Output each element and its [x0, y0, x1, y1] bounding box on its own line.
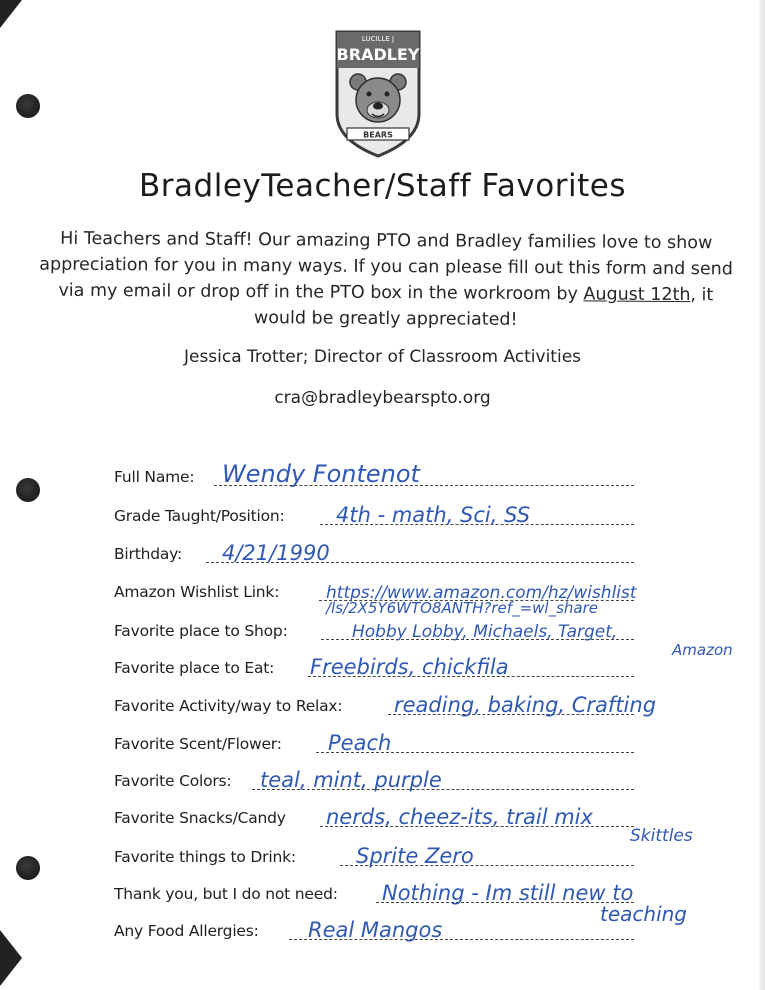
- do-not-need-continued: teaching: [600, 902, 688, 926]
- binder-hole-top: [16, 94, 40, 118]
- field-answer: 4th - math, Sci, SS: [336, 503, 531, 527]
- field-label: Favorite things to Drink:: [114, 848, 296, 866]
- logo-name: BRADLEY: [336, 45, 420, 64]
- field-label: Favorite place to Shop:: [114, 622, 288, 640]
- field-grade-position: [114, 499, 634, 529]
- field-birthday: [114, 537, 634, 567]
- field-label: Favorite Scent/Flower:: [114, 735, 282, 753]
- field-answer: https://www.amazon.com/hz/wishlist: [326, 583, 637, 603]
- logo-top-text: LUCILLE J: [361, 35, 395, 43]
- field-label: Thank you, but I do not need:: [114, 885, 338, 903]
- field-answer: Hobby Lobby, Michaels, Target,: [352, 622, 618, 642]
- field-answer: Wendy Fontenot: [222, 460, 420, 488]
- field-do-not-need: [114, 877, 634, 907]
- field-favorite-activity: [114, 689, 657, 719]
- field-food-allergies: [114, 914, 634, 944]
- field-answer: Real Mangos: [308, 918, 443, 942]
- intro-text-2: , it would be greatly appreciated!: [253, 285, 714, 330]
- binder-hole-bottom: [16, 856, 40, 880]
- field-favorite-eat: [114, 651, 634, 681]
- field-answer: Freebirds, chickfila: [310, 655, 509, 679]
- deadline-date: August 12th: [583, 284, 691, 306]
- field-label: Grade Taught/Position:: [114, 507, 285, 525]
- intro-text-1: Hi Teachers and Staff! Our amazing PTO and Bradley families love to show appreciation for you in many ways. If you can please fill out this form and send via my email or drop off in the PTO box in the workroom by: [39, 228, 733, 305]
- field-favorite-shop: [114, 614, 634, 644]
- field-label: Favorite Snacks/Candy: [114, 809, 286, 827]
- field-label: Favorite Colors:: [114, 772, 232, 790]
- field-label: Favorite Activity/way to Relax:: [114, 697, 343, 715]
- binder-hole-middle: [16, 478, 40, 502]
- field-favorite-colors: [114, 764, 634, 794]
- field-label: Favorite place to Eat:: [114, 659, 275, 677]
- field-answer: Sprite Zero: [356, 844, 474, 868]
- field-favorite-scent: [114, 727, 634, 757]
- form-title: BradleyTeacher/Staff Favorites: [139, 168, 626, 204]
- contact-email: cra@bradleybearspto.org: [274, 388, 491, 408]
- bradley-bears-logo: [333, 30, 423, 158]
- snacks-continued: Skittles: [630, 826, 693, 846]
- field-answer: reading, baking, Crafting: [394, 693, 657, 717]
- wishlist-continued: /ls/2X5Y6WTO8ANTH?ref_=wl_share: [326, 599, 598, 617]
- field-label: Full Name:: [114, 468, 195, 486]
- field-full-name: [114, 460, 634, 490]
- page-edge: [759, 0, 765, 990]
- field-label: Amazon Wishlist Link:: [114, 583, 280, 601]
- field-label: Any Food Allergies:: [114, 922, 259, 940]
- field-answer: teal, mint, purple: [260, 768, 442, 792]
- field-answer: Nothing - Im still new to: [382, 881, 634, 905]
- field-label: Birthday:: [114, 545, 183, 563]
- logo-bottom-text: BEARS: [363, 130, 393, 140]
- field-answer: 4/21/1990: [222, 541, 330, 565]
- corner-fold: [0, 0, 22, 28]
- field-favorite-snacks: [114, 801, 634, 831]
- field-answer: nerds, cheez-its, trail mix: [326, 805, 593, 829]
- intro-paragraph: [36, 226, 737, 335]
- field-answer: Peach: [328, 731, 392, 755]
- signature-line: Jessica Trotter; Director of Classroom Activities: [183, 347, 582, 367]
- bottom-fold: [0, 930, 22, 986]
- shop-continued: Amazon: [672, 641, 733, 659]
- field-favorite-drink: [114, 840, 634, 870]
